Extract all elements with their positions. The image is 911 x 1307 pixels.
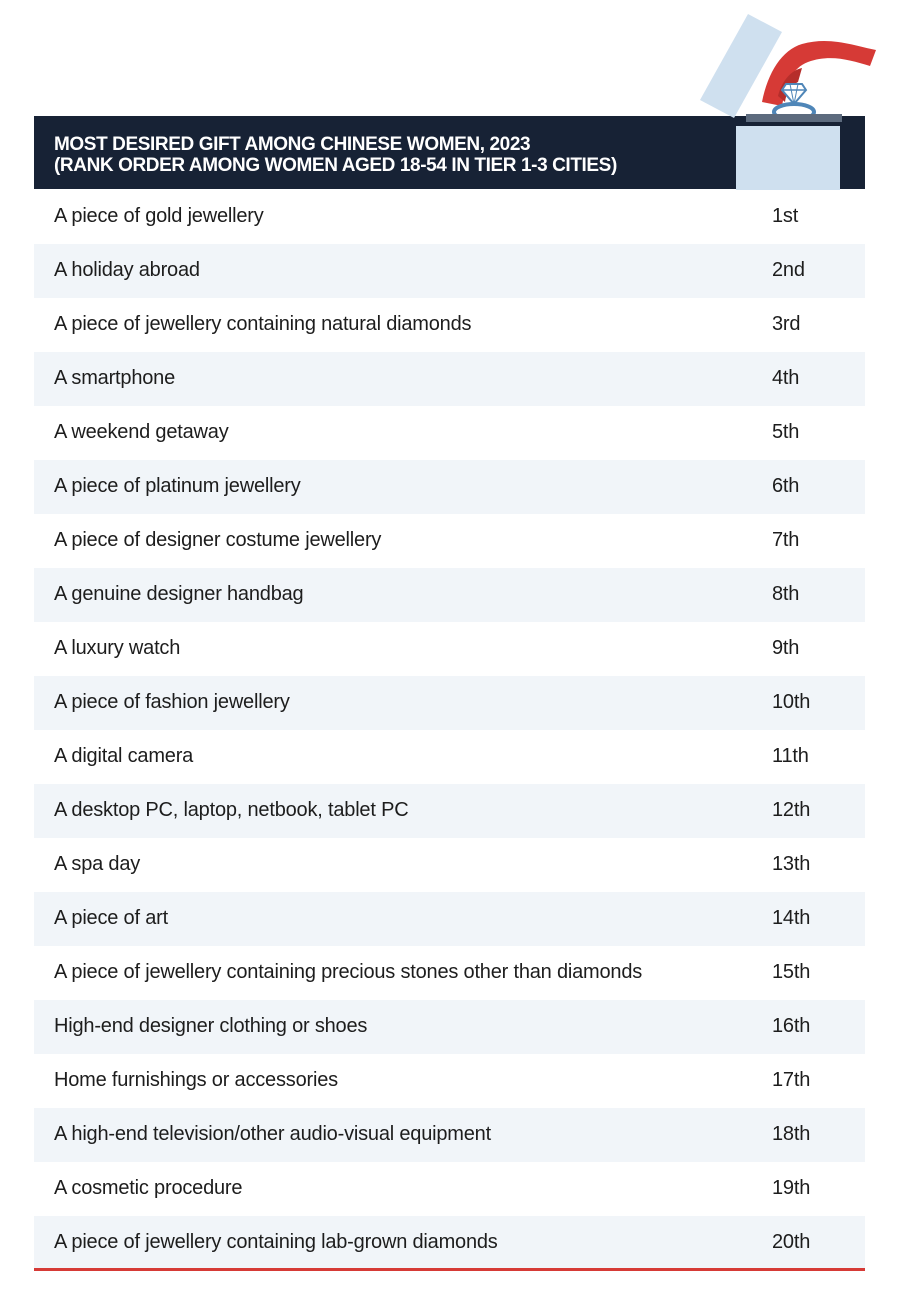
table-row <box>34 244 865 298</box>
chart-subtitle: (RANK ORDER AMONG WOMEN AGED 18-54 IN TIER 1-3 CITIES) <box>54 155 617 176</box>
gift-label: A piece of art <box>54 907 168 929</box>
gift-label: A piece of jewellery containing precious stones other than diamonds <box>54 961 643 983</box>
gift-label: A weekend getaway <box>54 421 229 443</box>
diamond-shape <box>782 84 806 104</box>
gift-label: A cosmetic procedure <box>54 1177 243 1199</box>
gift-label: Home furnishings or accessories <box>54 1069 338 1091</box>
gift-label: A spa day <box>54 853 141 875</box>
gift-label: A digital camera <box>54 745 194 767</box>
table-row <box>34 730 865 784</box>
gift-rank: 7th <box>772 529 800 551</box>
gift-rank: 5th <box>772 421 800 443</box>
gift-rank: 18th <box>772 1123 811 1145</box>
gift-rank: 16th <box>772 1015 811 1037</box>
gift-label: A luxury watch <box>54 637 181 659</box>
table-row <box>34 568 865 622</box>
gift-rank: 15th <box>772 961 811 983</box>
gift-label: A piece of fashion jewellery <box>54 691 290 713</box>
gift-label: A piece of gold jewellery <box>54 205 264 227</box>
table-row <box>34 946 865 1000</box>
box-slot-shape <box>746 114 842 122</box>
gift-rank: 20th <box>772 1231 811 1253</box>
table-row <box>34 1216 865 1270</box>
table-row <box>34 1162 865 1216</box>
ranking-table <box>34 190 865 1270</box>
gift-label: A smartphone <box>54 367 176 389</box>
gift-rank: 2nd <box>772 259 805 281</box>
gift-label: A holiday abroad <box>54 259 200 281</box>
gift-rank: 14th <box>772 907 811 929</box>
gift-label: A piece of jewellery containing lab-grown diamonds <box>54 1231 498 1253</box>
gift-rank: 13th <box>772 853 811 875</box>
gift-rank: 19th <box>772 1177 811 1199</box>
table-row <box>34 190 865 244</box>
gift-rank: 11th <box>772 745 809 767</box>
table-row <box>34 892 865 946</box>
gift-label: A piece of jewellery containing natural diamonds <box>54 313 472 335</box>
gift-label: A piece of designer costume jewellery <box>54 529 382 551</box>
gift-rank: 8th <box>772 583 800 605</box>
gift-label: A genuine designer handbag <box>54 583 304 605</box>
gift-rank: 10th <box>772 691 811 713</box>
table-row <box>34 298 865 352</box>
table-row <box>34 460 865 514</box>
table-row <box>34 406 865 460</box>
box-body-shape <box>736 126 840 190</box>
gift-label: A high-end television/other audio-visual equipment <box>54 1123 491 1145</box>
table-row <box>34 1108 865 1162</box>
table-row <box>34 514 865 568</box>
gift-rank: 12th <box>772 799 811 821</box>
gift-rank: 1st <box>772 205 799 227</box>
ring-gift-box-icon <box>690 10 890 192</box>
gift-label: High-end designer clothing or shoes <box>54 1015 368 1037</box>
bottom-rule <box>34 1268 865 1271</box>
table-row <box>34 1000 865 1054</box>
table-row <box>34 622 865 676</box>
gift-rank: 4th <box>772 367 800 389</box>
gift-label: A desktop PC, laptop, netbook, tablet PC <box>54 799 409 821</box>
gift-rank: 3rd <box>772 313 801 335</box>
gift-rank: 9th <box>772 637 800 659</box>
table-row <box>34 784 865 838</box>
gift-label: A piece of platinum jewellery <box>54 475 301 497</box>
table-row <box>34 676 865 730</box>
gift-rank: 17th <box>772 1069 811 1091</box>
table-row <box>34 1054 865 1108</box>
gift-rank: 6th <box>772 475 800 497</box>
chart-title: MOST DESIRED GIFT AMONG CHINESE WOMEN, 2023 <box>54 134 531 155</box>
table-row <box>34 838 865 892</box>
table-row <box>34 352 865 406</box>
